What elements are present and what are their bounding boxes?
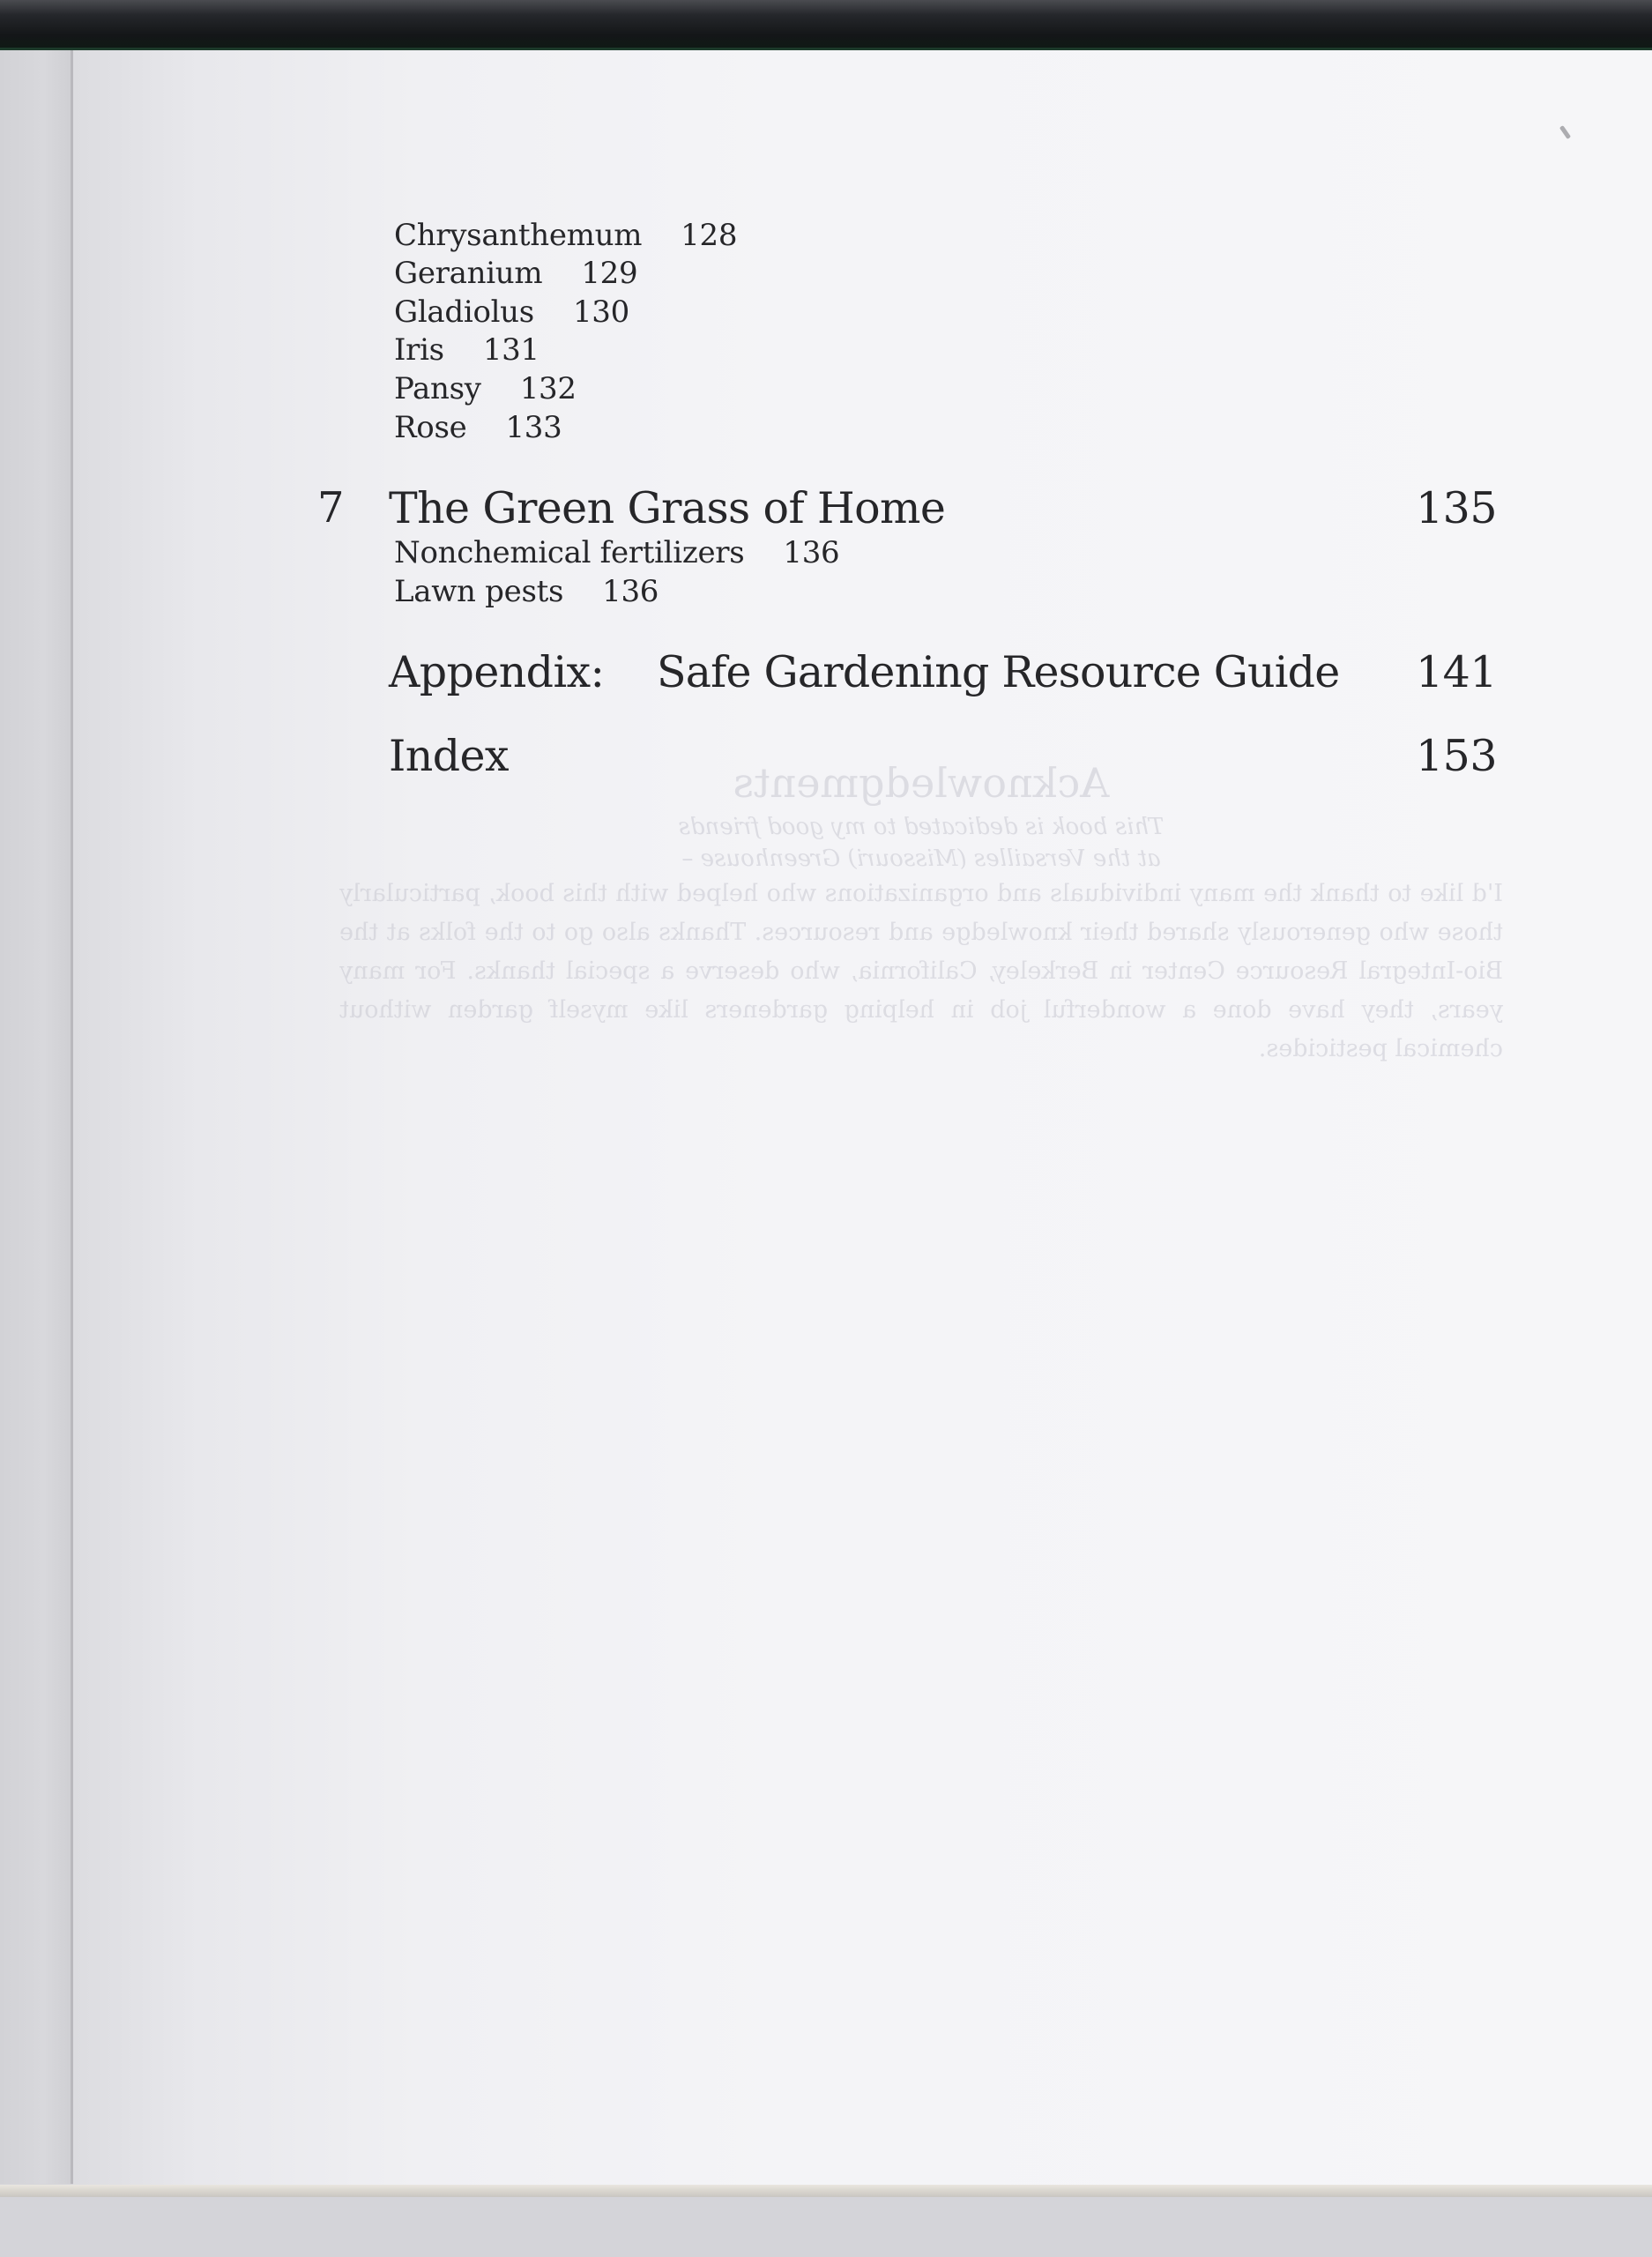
show-through-heading: Acknowledgments — [733, 759, 1110, 807]
toc-subentry — [394, 371, 577, 406]
toc-subentry-label: Pansy — [394, 371, 481, 406]
index-label: Index — [389, 731, 509, 781]
toc-subentry-label: Chrysanthemum — [394, 218, 643, 253]
toc-subentry — [394, 218, 738, 253]
toc-subentry-page: 136 — [783, 535, 840, 570]
chapter-number: 7 — [317, 483, 345, 533]
page-bottom-edge — [0, 2185, 1652, 2197]
show-through-dedication-line: This book is dedicated to my good friends — [678, 814, 1165, 840]
toc-subentry-label: Rose — [394, 410, 467, 445]
toc-subentry — [394, 535, 840, 570]
appendix-label: Appendix: — [389, 647, 605, 697]
chapter-title: The Green Grass of Home — [389, 483, 946, 533]
toc-subentry-page: 133 — [505, 410, 562, 445]
toc-subentry-label: Gladiolus — [394, 294, 534, 330]
toc-subentry-label: Iris — [394, 332, 444, 368]
show-through-dedication-line: at the Versailles (Missouri) Greenhouse – — [681, 845, 1161, 872]
toc-subentry-page: 136 — [602, 574, 659, 609]
appendix-page-number: 141 — [1415, 647, 1497, 697]
toc-subentry — [394, 256, 638, 291]
toc-subentry-page: 131 — [482, 332, 540, 368]
scanner-top-band — [0, 0, 1652, 50]
index-page-number: 153 — [1415, 731, 1497, 781]
toc-subentry — [394, 410, 562, 445]
toc-subentry — [394, 574, 659, 609]
document-page — [73, 50, 1652, 2185]
toc-subentry — [394, 332, 540, 368]
appendix-title: Safe Gardening Resource Guide — [657, 647, 1340, 697]
show-through-body: I'd like to thank the many individuals and organizations who helped with this book, particularly those who generously shared their knowledge and resources. Thanks also go to the folks at the Bio-Integral Resource Center in Berkeley, California, who deserve a special thanks. For many years, they have done a wonderful job in helping gardeners like myself garden without chemical pesticides. — [339, 880, 1503, 1062]
toc-subentry-page: 132 — [519, 371, 577, 406]
toc-subentry — [394, 294, 629, 330]
toc-subentry-label: Nonchemical fertilizers — [394, 535, 745, 570]
toc-subentry-page: 128 — [681, 218, 738, 253]
scanner-bed-bottom — [0, 2197, 1652, 2257]
toc-subentry-label: Geranium — [394, 256, 543, 291]
toc-subentry-page: 130 — [572, 294, 629, 330]
toc-subentry-label: Lawn pests — [394, 574, 564, 609]
toc-subentry-page: 129 — [581, 256, 638, 291]
facing-page-edge — [0, 50, 72, 2184]
chapter-page-number: 135 — [1415, 483, 1497, 533]
